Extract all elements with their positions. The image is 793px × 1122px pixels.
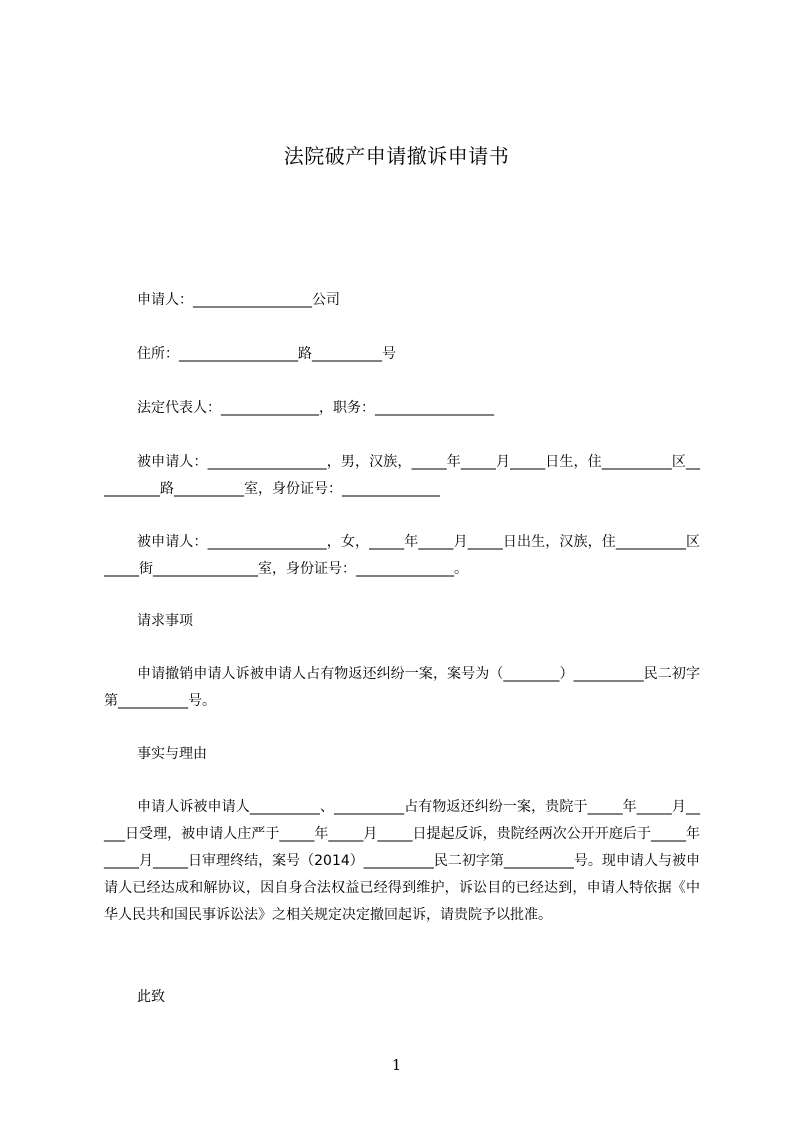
page-number: 1 bbox=[391, 1056, 402, 1074]
respondent-2-paragraph: 被申请人：_________________，女，_____年_____月_____日出生，汉族，住__________区_____街_______________室，身份证号：______________。 bbox=[104, 534, 700, 577]
request-heading: 请求事项 bbox=[137, 613, 193, 629]
closing-line: 此致 bbox=[137, 989, 165, 1005]
address-line: 住所：_________________路__________号 bbox=[137, 346, 396, 362]
respondent-1-paragraph: 被申请人：_________________，男，汉族，_____年_____月_____日生，住__________区__________路__________室，身份证号：______________ bbox=[104, 454, 700, 497]
request-paragraph: 申请撤销申请人诉被申请人占有物返还纠纷一案，案号为（________）__________民二初字第__________号。 bbox=[104, 666, 700, 709]
facts-paragraph: 申请人诉被申请人__________、__________占有物返还纠纷一案，贵院于_____年_____月_____日受理，被申请人庄严于_____年_____月_____日提起反诉，贵院经两次公开开庭后于_____年_____月_____日审理终结，案号（2014）__________民二初字第__________号。现申请人与被申请人已经达成和解协议，因自身合法权益已经得到维护，诉讼目的已经达到，申请人特依据《中华人民共和国民事诉讼法》之相关规定决定撤回起诉，请贵院予以批准。 bbox=[104, 799, 700, 923]
document-title: 法院破产申请撤诉申请书 bbox=[283, 144, 510, 168]
facts-heading: 事实与理由 bbox=[137, 746, 207, 762]
legal-representative-line: 法定代表人：______________，职务：_________________ bbox=[137, 400, 494, 416]
applicant-line: 申请人：_________________公司 bbox=[137, 292, 340, 308]
